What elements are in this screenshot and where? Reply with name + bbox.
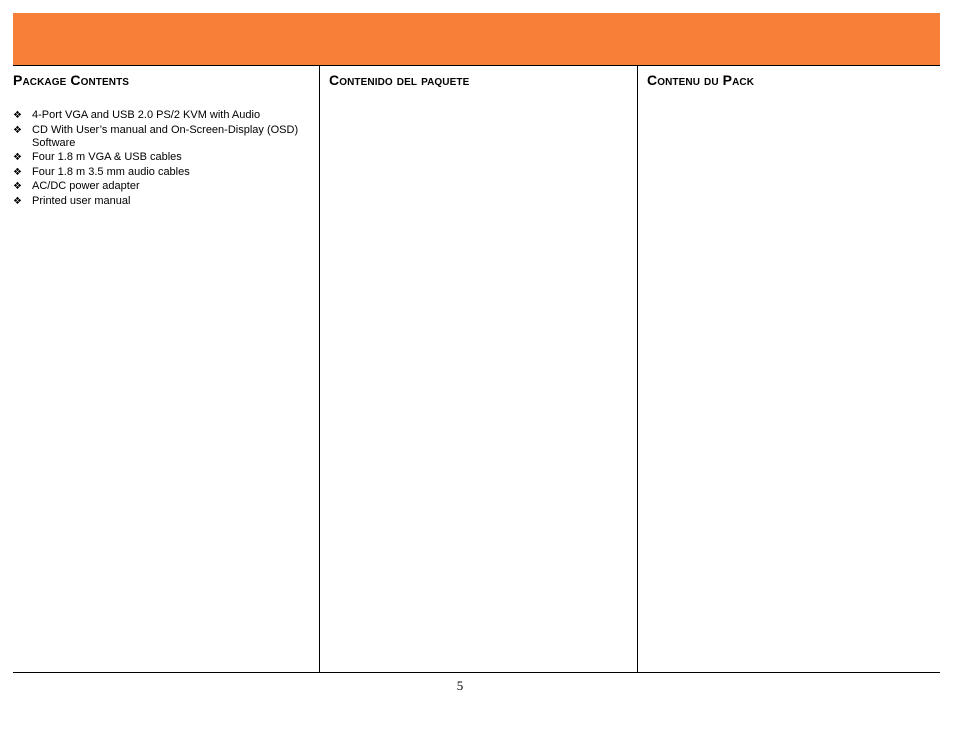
column-spanish <box>329 72 629 668</box>
list-item <box>13 151 311 164</box>
list-item-text: AC/DC power adapter <box>32 180 140 192</box>
list-item-text: CD With User’s manual and On-Screen-Display (OSD) Software <box>32 123 299 149</box>
column-divider-2 <box>637 66 638 672</box>
diamond-bullet-icon: ❖ <box>13 110 22 121</box>
list-item <box>13 180 311 193</box>
contenu-du-pack-heading: Contenu du Pack <box>647 72 755 88</box>
header-band <box>13 13 940 65</box>
column-french <box>647 72 937 668</box>
list-item-text: Printed user manual <box>32 194 131 207</box>
diamond-bullet-icon: ❖ <box>13 152 22 163</box>
diamond-bullet-icon: ❖ <box>13 181 22 192</box>
column-english <box>13 72 311 668</box>
header-rule <box>13 65 940 66</box>
list-item <box>13 109 311 122</box>
footer-rule <box>13 672 940 673</box>
list-item-text: Four 1.8 m 3.5 mm audio cables <box>32 165 190 178</box>
page-number: 5 <box>456 678 464 693</box>
contenido-del-paquete-heading: Contenido del paquete <box>329 72 470 88</box>
list-item <box>13 166 311 179</box>
diamond-bullet-icon: ❖ <box>13 195 22 207</box>
list-item <box>13 195 311 208</box>
package-contents-heading: Package Contents <box>13 72 130 88</box>
list-item <box>13 124 311 150</box>
diamond-bullet-icon: ❖ <box>13 124 22 136</box>
column-divider-1 <box>319 66 320 672</box>
list-item-text: Four 1.8 m VGA & USB cables <box>32 151 182 163</box>
package-contents-list <box>13 109 311 208</box>
list-item-text: 4-Port VGA and USB 2.0 PS/2 KVM with Audio <box>32 109 261 121</box>
diamond-bullet-icon: ❖ <box>13 166 22 178</box>
